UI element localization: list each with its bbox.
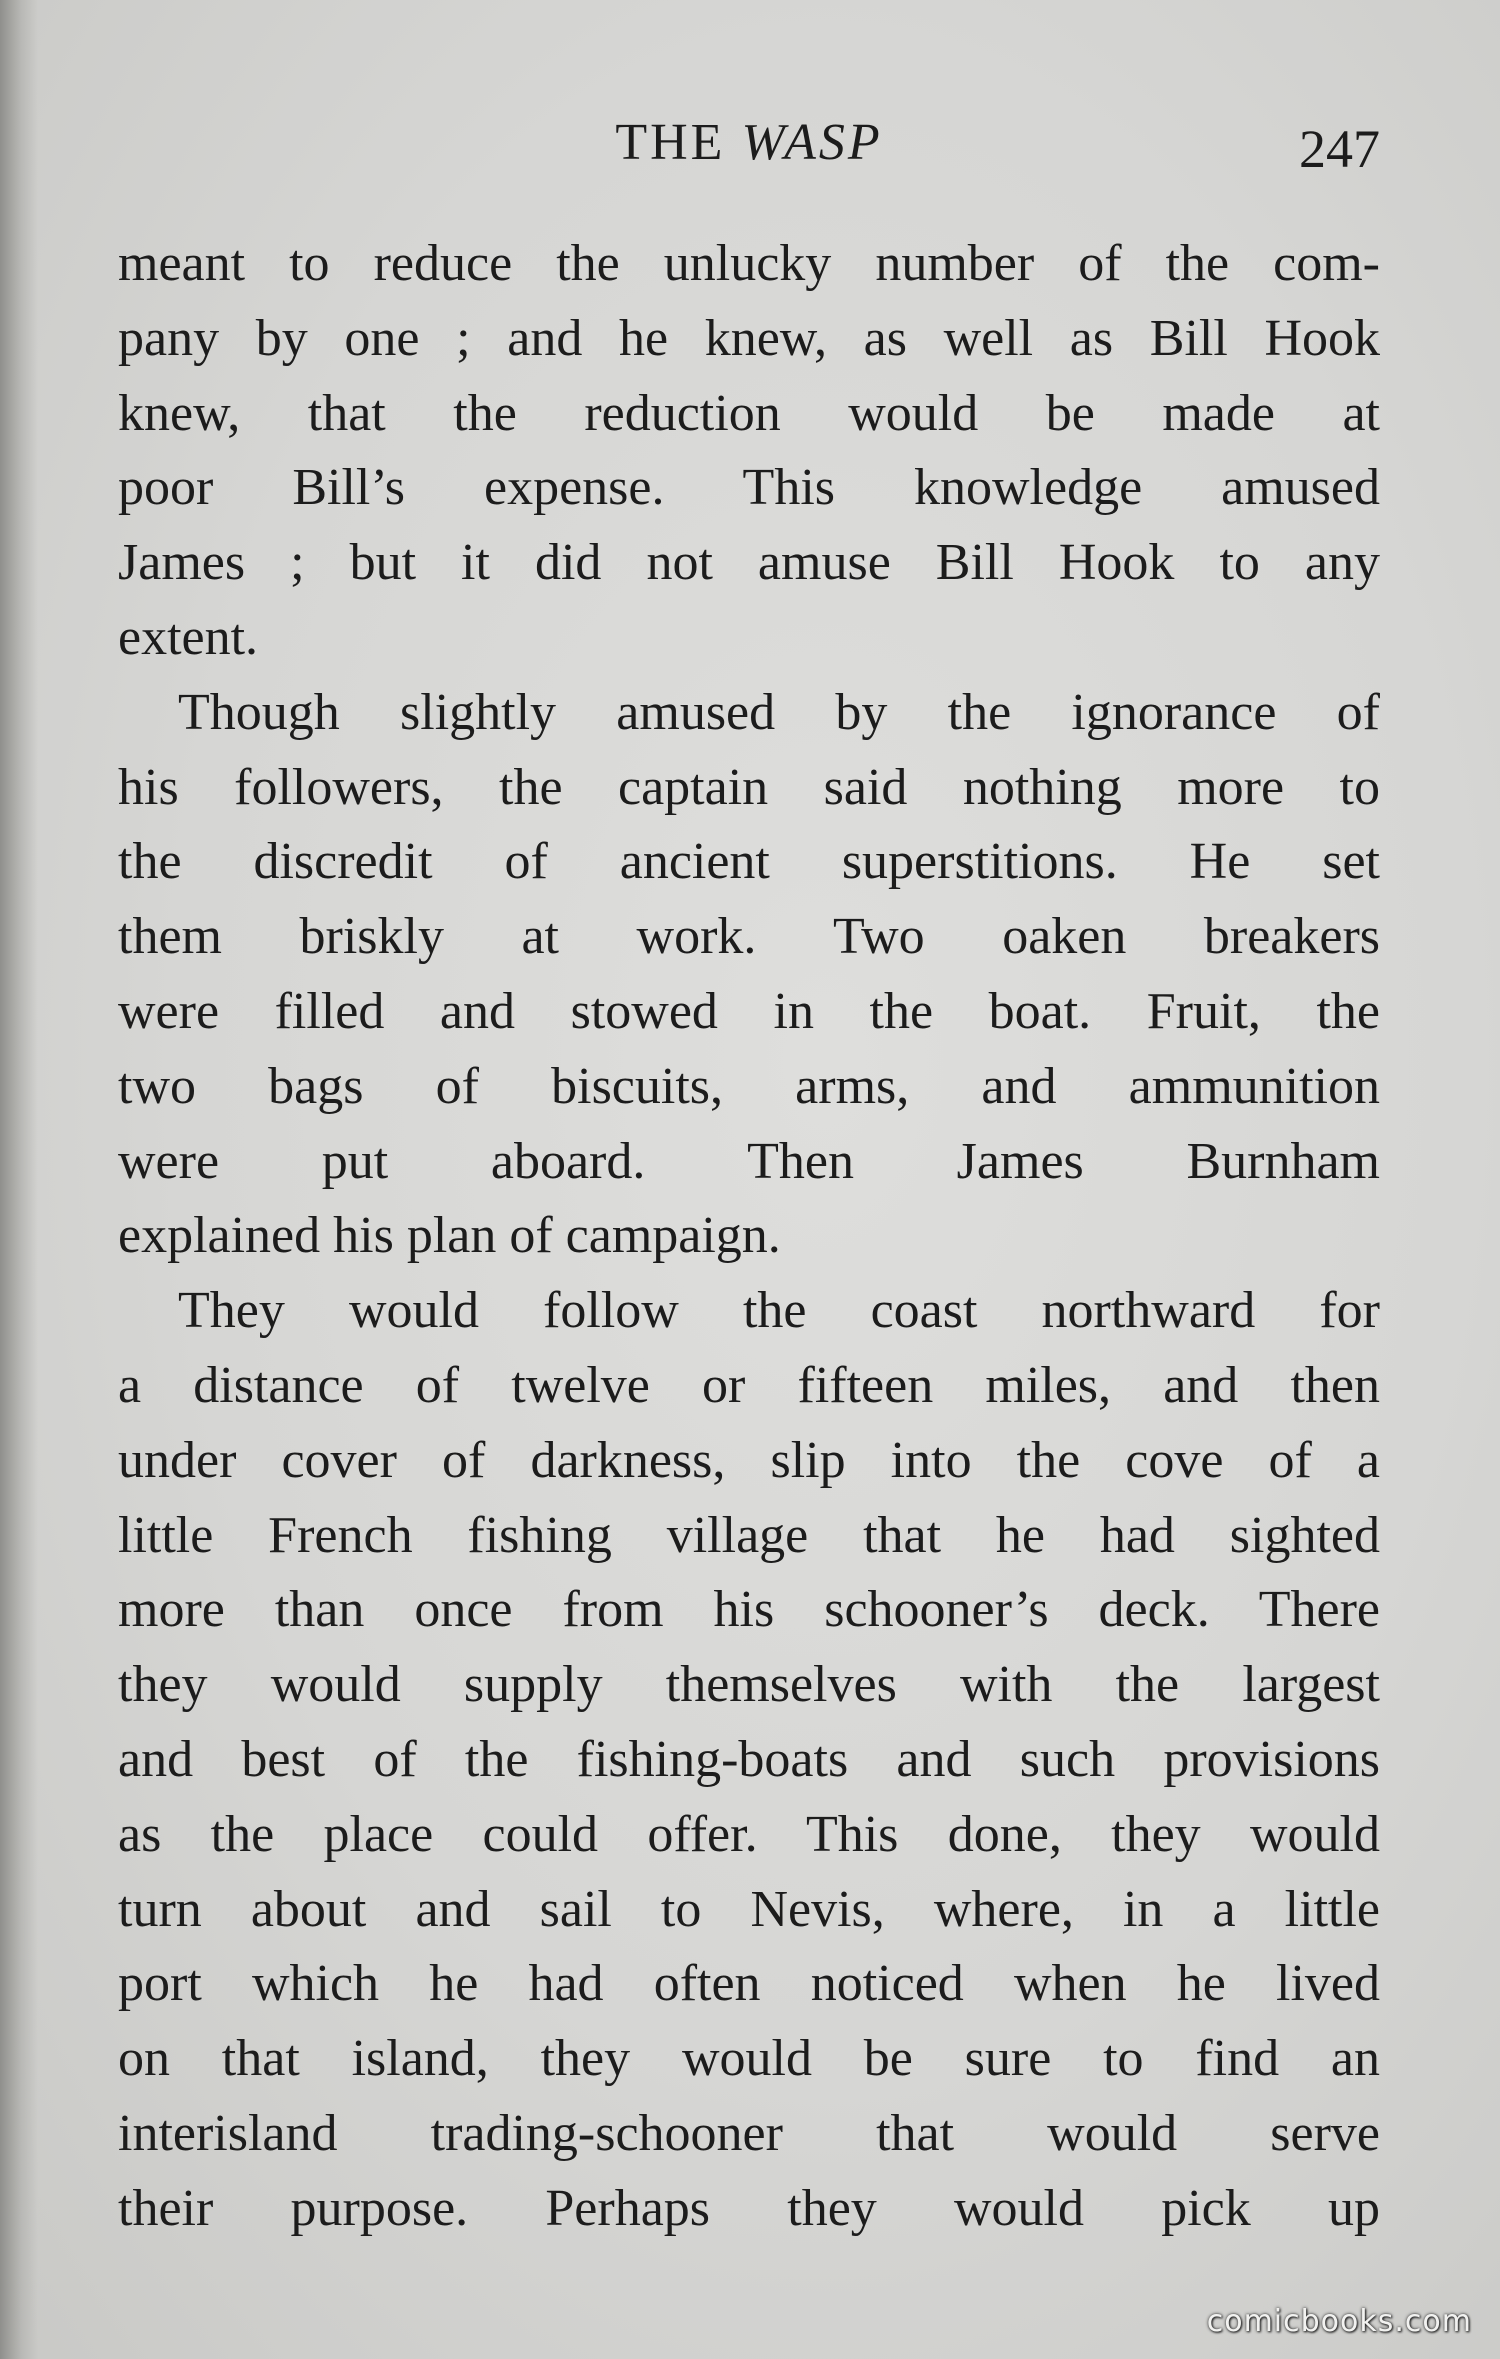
text-line: Though slightly amused by the ignorance of [178,683,1380,741]
text-line: meant to reduce the unlucky number of the com- [118,235,1380,292]
text-line: two bags of biscuits, arms, and ammunition [118,1057,1380,1115]
text-line: under cover of darkness, slip into the cove of a [118,1431,1380,1489]
page-number: 247 [1299,119,1380,179]
text-line: knew, that the reduction would be made at [118,384,1380,442]
text-line: James ; but it did not amuse Bill Hook to any [118,534,1380,592]
text-line: their purpose. Perhaps they would pick up [118,2179,1380,2237]
running-title-prefix: THE [615,114,726,171]
watermark: comicbooks.com [1206,2304,1472,2339]
text-line: port which he had often noticed when he lived [118,1955,1380,2013]
text-line: were filled and stowed in the boat. Fruit, the [118,982,1380,1040]
text-line: extent. [118,608,259,666]
text-line: them briskly at work. Two oaken breakers [118,908,1380,966]
text-line: interisland trading-schooner that would serve [118,2104,1380,2162]
text-line: poor Bill’s expense. This knowledge amused [118,459,1380,517]
text-line: the discredit of ancient superstitions. He set [118,833,1380,891]
text-line: and best of the fishing-boats and such provisions [118,1730,1380,1788]
text-line: explained his plan of campaign. [118,1207,781,1265]
text-line: as the place could offer. This done, they would [118,1805,1380,1863]
text-line: turn about and sail to Nevis, where, in a little [118,1880,1380,1938]
running-title [118,108,1380,178]
text-line: on that island, they would be sure to find an [118,2030,1380,2088]
text-line: They would follow the coast northward for [178,1282,1380,1340]
text-line: were put aboard. Then James Burnham [118,1132,1380,1190]
gutter-shadow [0,0,38,2359]
text-line: a distance of twelve or fifteen miles, and then [118,1356,1380,1414]
text-line: his followers, the captain said nothing more to [118,758,1380,816]
text-line: more than once from his schooner’s deck. There [118,1581,1380,1639]
text-line: pany by one ; and he knew, as well as Bill Hook [118,309,1380,367]
text-line: little French fishing village that he had sighted [118,1506,1380,1564]
text-line: they would supply themselves with the largest [118,1656,1380,1714]
body-text [118,227,1380,2247]
running-title-italic: WASP [741,114,883,171]
running-head [118,108,1380,178]
